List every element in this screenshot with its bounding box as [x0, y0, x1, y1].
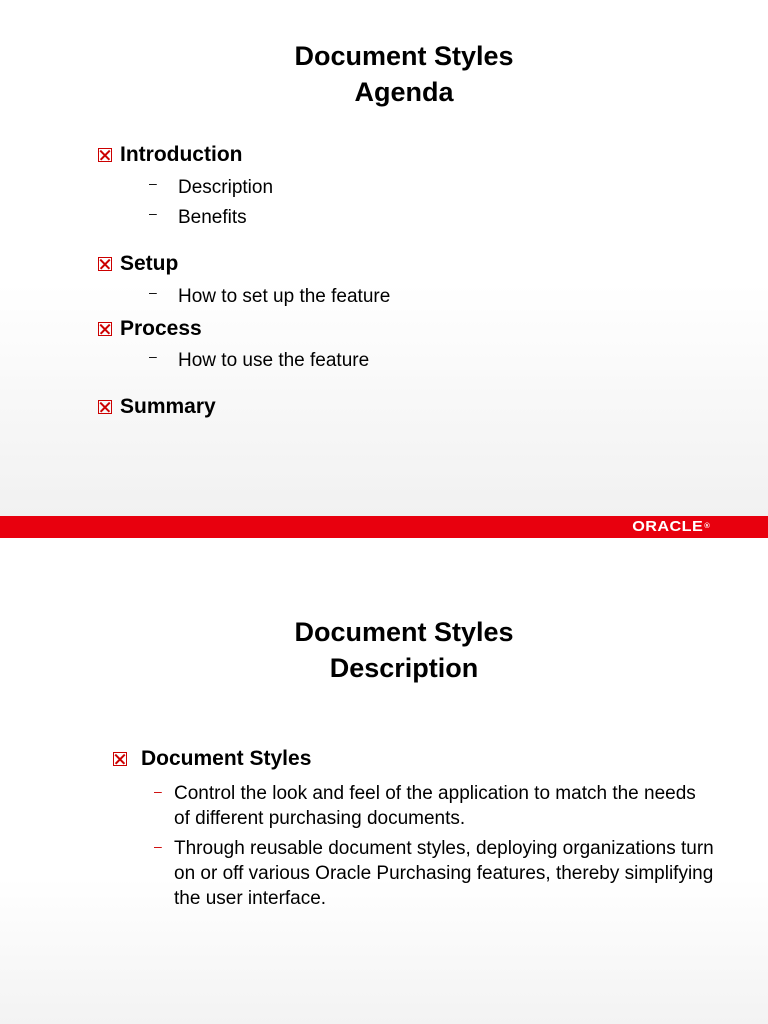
dash-icon: –: [149, 348, 157, 364]
bullet-label: Document Styles: [141, 747, 312, 770]
bullet-document-styles: [113, 747, 311, 771]
dash-icon: –: [154, 838, 162, 854]
dash-icon: –: [149, 284, 157, 300]
agenda-item-introduction: [98, 143, 242, 167]
agenda-item-setup: [98, 252, 178, 276]
footer-band: [0, 516, 768, 538]
title-line-1: Document Styles: [294, 617, 514, 647]
registered-mark: ®: [703, 523, 710, 530]
dash-icon: –: [154, 783, 162, 799]
title-line-2: Agenda: [354, 77, 454, 107]
oracle-logo: [632, 519, 710, 535]
sub-item: [149, 205, 247, 229]
sub-item-text: Control the look and feel of the application to match the needs of different purchasing documents.: [174, 783, 696, 829]
checkbox-x-icon: [98, 148, 112, 162]
dash-icon: –: [149, 175, 157, 191]
sub-item-label: Benefits: [178, 207, 247, 228]
logo-text: ORACLE: [631, 518, 703, 535]
slide-title: [0, 614, 768, 686]
title-line-2: Description: [329, 653, 479, 683]
dash-icon: –: [149, 205, 157, 221]
sub-item: [149, 284, 391, 308]
checkbox-x-icon: [98, 257, 112, 271]
title-line-1: Document Styles: [294, 41, 514, 71]
agenda-item-process: [98, 317, 202, 341]
checkbox-x-icon: [98, 322, 112, 336]
sub-item: [154, 836, 714, 911]
agenda-item-label: Introduction: [120, 143, 243, 166]
checkbox-x-icon: [98, 400, 112, 414]
sub-item-label: How to set up the feature: [178, 286, 391, 307]
slide-title: [0, 38, 768, 110]
sub-item: [149, 175, 274, 199]
sub-item-text: Through reusable document styles, deploying organizations turn on or off various Oracle Purchasing features, thereby simplifying the user interface.: [174, 838, 714, 909]
agenda-item-label: Summary: [120, 395, 216, 418]
sub-item-label: Description: [178, 177, 274, 198]
agenda-item-summary: [98, 395, 216, 419]
agenda-item-label: Setup: [120, 252, 179, 275]
agenda-item-label: Process: [120, 317, 202, 340]
sub-item: [154, 781, 714, 831]
sub-item: [149, 348, 370, 372]
sub-item-label: How to use the feature: [178, 350, 370, 371]
description-slide: [0, 538, 768, 1024]
checkbox-x-icon: [113, 752, 127, 766]
